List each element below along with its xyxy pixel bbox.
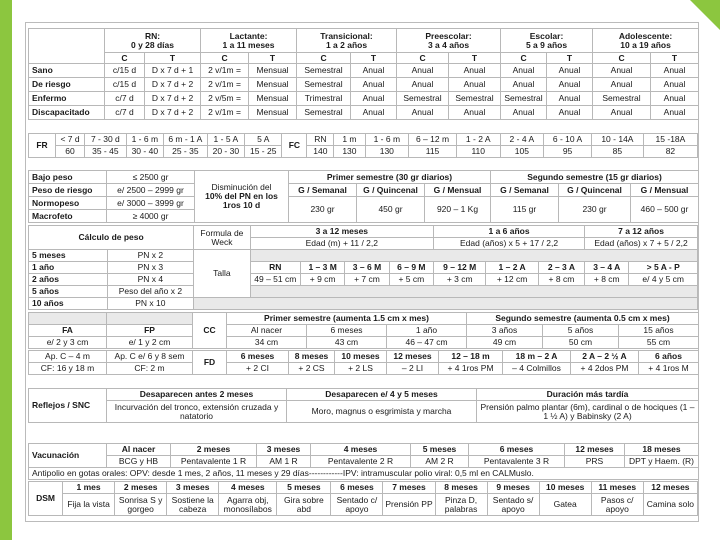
weck-range: 1 a 6 años (434, 226, 585, 238)
cell: Anual (351, 64, 397, 78)
vac-value: Pentavalente 1 R (171, 456, 257, 468)
talla-age: 3 – 6 M (345, 262, 389, 274)
talla-age: 6 – 9 M (389, 262, 433, 274)
peso-value: e/ 2500 – 2999 gr (107, 184, 195, 197)
peso-value: e/ 3000 – 3999 gr (107, 197, 195, 210)
c-header: C (201, 53, 249, 64)
fc-age: RN (307, 134, 334, 146)
peso-gain: 115 gr (491, 197, 559, 223)
calc-title: Cálculo de peso (29, 226, 194, 250)
calc-label: 5 meses (29, 250, 108, 262)
talla-label: Talla (194, 250, 250, 298)
fp-value: e/ 1 y 2 cm (107, 337, 193, 349)
talla-age: 2 – 3 A (538, 262, 584, 274)
fd-age: 18 m – 2 A (503, 351, 571, 363)
c-header: C (397, 53, 449, 64)
table-row (29, 78, 699, 92)
peso-col: G / Semanal (491, 184, 559, 197)
weck-formula: Edad (m) + 11 / 2,2 (250, 238, 433, 250)
fd-value: + 2 CI (227, 363, 289, 375)
talla-age: RN (250, 262, 300, 274)
calc-value: PN x 10 (107, 298, 194, 310)
calc-label: 5 años (29, 286, 108, 298)
vac-value: DPT y Haem. (R) (625, 456, 699, 468)
reflejos-value: Prensión palmo plantar (6m), cardinal o de hociques (1 – 1 ½ A) y Babinsky (2 A) (477, 401, 699, 423)
fc-age: 10 - 14A (591, 134, 643, 146)
cc-age: 15 años (619, 325, 699, 337)
calc-value: Peso del año x 2 (107, 286, 194, 298)
peso-disminucion: Disminución del 10% del PN en los 1ros 10 d (195, 171, 289, 223)
t-header: T (449, 53, 501, 64)
dsm-age: 5 meses (277, 482, 331, 494)
dsm-value: Sonrisa S y gorgeo (115, 494, 167, 516)
t-header: T (651, 53, 699, 64)
cell: Anual (449, 64, 501, 78)
talla-age: 1 – 2 A (486, 262, 538, 274)
fr-value: 60 (56, 146, 85, 158)
cell: Anual (351, 106, 397, 120)
fp-header: FP (107, 325, 193, 337)
dsm-value: Sentado s/ apoyo (487, 494, 539, 516)
cell: c/15 d (105, 78, 145, 92)
dsm-value: Fija la vista (63, 494, 115, 516)
fc-value: 82 (643, 146, 697, 158)
talla-value: + 8 cm (538, 274, 584, 286)
group-header: Transicional: 1 a 2 años (297, 29, 397, 53)
group-header: Escolar: 5 a 9 años (501, 29, 593, 53)
fr-age: 1 - 6 m (126, 134, 163, 146)
cc-age: Al nacer (227, 325, 307, 337)
fd-age: 10 meses (335, 351, 387, 363)
vac-value: BCG y HB (107, 456, 171, 468)
empty-corner (29, 29, 105, 64)
cell: Mensual (249, 78, 297, 92)
spacer (250, 286, 697, 298)
reflejos-value: Moro, magnus o esgrimista y marcha (287, 401, 477, 423)
cell: Anual (501, 106, 547, 120)
fd-age: 6 meses (227, 351, 289, 363)
cell: Anual (351, 92, 397, 106)
fc-age: 1 - 2 A (456, 134, 500, 146)
talla-age: 9 – 12 M (434, 262, 486, 274)
dsm-age: 10 meses (539, 482, 591, 494)
reflejos-value: Incurvación del tronco, extensión cruzada y natatorio (107, 401, 287, 423)
talla-value: + 9 cm (300, 274, 344, 286)
dsm-age: 12 meses (643, 482, 697, 494)
table-row (29, 92, 699, 106)
weck-range: 3 a 12 meses (250, 226, 433, 238)
cell: Anual (651, 78, 699, 92)
fd-age: 12 – 18 m (439, 351, 503, 363)
cell: Anual (547, 78, 593, 92)
cell: Anual (593, 64, 651, 78)
cell: Anual (501, 64, 547, 78)
dentition-table (28, 350, 699, 375)
t-header: T (351, 53, 397, 64)
cell: Semestral (297, 106, 351, 120)
cell: 2 v/1m = (201, 78, 249, 92)
dsm-age: 4 meses (219, 482, 277, 494)
reflejos-header: Duración más tardía (477, 389, 699, 401)
dsm-age: 2 meses (115, 482, 167, 494)
fd-age: 12 meses (387, 351, 439, 363)
vac-age: 5 meses (411, 444, 469, 456)
t-header: T (145, 53, 201, 64)
vac-age: 2 meses (171, 444, 257, 456)
fd-value: + 4 1ros PM (439, 363, 503, 375)
c-header: C (297, 53, 351, 64)
vac-value: Pentavalente 2 R (311, 456, 411, 468)
talla-value: + 7 cm (345, 274, 389, 286)
development-milestones-table (28, 481, 698, 516)
fr-age: < 7 d (56, 134, 85, 146)
fa-value: e/ 2 y 3 cm (29, 337, 107, 349)
dsm-age: 11 meses (591, 482, 643, 494)
weck-formula: Edad (años) x 5 + 17 / 2,2 (434, 238, 585, 250)
weight-calc-table (28, 225, 698, 310)
peso-gain: 450 gr (357, 197, 425, 223)
weight-table (28, 170, 699, 223)
fc-value: 105 (500, 146, 544, 158)
group-header: RN: 0 y 28 días (105, 29, 201, 53)
peso-gain: 920 – 1 Kg (425, 197, 491, 223)
fr-age: 7 - 30 d (85, 134, 127, 146)
calc-label: 2 años (29, 274, 108, 286)
cell: Anual (397, 106, 449, 120)
vac-age: 3 meses (257, 444, 311, 456)
cell: Anual (397, 64, 449, 78)
cell: Semestral (297, 78, 351, 92)
calc-value: PN x 4 (107, 274, 194, 286)
peso-gain: 230 gr (289, 197, 357, 223)
cell: Mensual (249, 92, 297, 106)
green-accent-bar (0, 0, 12, 540)
cc-sem2: Segundo semestre (aumenta 0.5 cm x mes) (467, 313, 699, 325)
fr-value: 35 - 45 (85, 146, 127, 158)
fr-value: 25 - 35 (164, 146, 208, 158)
fd-value: – 4 Colmillos (503, 363, 571, 375)
fr-age: 6 m - 1 A (164, 134, 208, 146)
peso-label: Bajo peso (29, 171, 107, 184)
row-label: Enfermo (29, 92, 105, 106)
fd-value: + 2 LS (335, 363, 387, 375)
fc-label: FC (282, 134, 307, 158)
fd-value: + 2 CS (289, 363, 335, 375)
dsm-value: Gatea (539, 494, 591, 516)
talla-value: e/ 4 y 5 cm (629, 274, 698, 286)
cell: Anual (547, 92, 593, 106)
dsm-label: DSM (29, 482, 63, 516)
cell: Anual (593, 106, 651, 120)
cell: Semestral (297, 64, 351, 78)
talla-value: + 5 cm (389, 274, 433, 286)
table-row (29, 64, 699, 78)
peso-col: G / Mensual (425, 184, 491, 197)
row-label: Discapacitado (29, 106, 105, 120)
vac-age: Al nacer (107, 444, 171, 456)
row-label: De riesgo (29, 78, 105, 92)
dsm-value: Pinza D, palabras (435, 494, 487, 516)
peso-sem1-title: Primer semestre (30 gr diarios) (289, 171, 491, 184)
dsm-age: 1 mes (63, 482, 115, 494)
cell: Anual (651, 92, 699, 106)
cell: Mensual (249, 64, 297, 78)
calc-label: 1 año (29, 262, 108, 274)
peso-sem2-title: Segundo semestre (15 gr diarios) (491, 171, 699, 184)
peso-label: Normopeso (29, 197, 107, 210)
fc-age: 15 -18A (643, 134, 697, 146)
cell: 2 v/5m = (201, 92, 249, 106)
dsm-age: 7 meses (383, 482, 435, 494)
fa-value: CF: 16 y 18 m (29, 363, 107, 375)
reflejos-header: Desaparecen antes 2 meses (107, 389, 287, 401)
cell: Semestral (593, 92, 651, 106)
vaccination-note: Antipolio en gotas orales: OPV: desde 1 mes, 2 años, 11 meses y 29 días------------IPV: intramuscular polio viral: 0,5 ml en CALMuslo. (29, 468, 699, 480)
fd-age: 6 años (639, 351, 699, 363)
peso-label: Macrofeto (29, 210, 107, 223)
cell: 2 v/1m = (201, 64, 249, 78)
fd-value: – 2 LI (387, 363, 439, 375)
peso-gain: 230 gr (559, 197, 631, 223)
t-header: T (249, 53, 297, 64)
vac-value: AM 2 R (411, 456, 469, 468)
weck-label: Formula de Weck (194, 226, 250, 250)
cell: Trimestral (297, 92, 351, 106)
talla-age: 3 – 4 A (585, 262, 629, 274)
row-label: Sano (29, 64, 105, 78)
cell: Semestral (449, 92, 501, 106)
talla-age: 1 – 3 M (300, 262, 344, 274)
talla-value: + 12 cm (486, 274, 538, 286)
peso-label: Peso de riesgo (29, 184, 107, 197)
cc-value: 43 cm (307, 337, 387, 349)
cell: Anual (651, 64, 699, 78)
vaccination-table (28, 443, 699, 480)
cell: Anual (651, 106, 699, 120)
talla-value: + 8 cm (585, 274, 629, 286)
peso-gain: 460 – 500 gr (631, 197, 699, 223)
vac-age: 18 meses (625, 444, 699, 456)
cell: Anual (547, 64, 593, 78)
fc-value: 115 (409, 146, 457, 158)
fd-label: FD (193, 351, 227, 375)
fc-age: 1 m (334, 134, 365, 146)
vac-age: 4 meses (311, 444, 411, 456)
cell: Semestral (397, 92, 449, 106)
talla-value: + 3 cm (434, 274, 486, 286)
cell: Anual (501, 78, 547, 92)
control-frequency-table (28, 28, 699, 120)
dsm-value: Camina solo (643, 494, 697, 516)
cell: c/7 d (105, 106, 145, 120)
cc-age: 6 meses (307, 325, 387, 337)
vacunacion-label: Vacunación (29, 444, 107, 468)
dsm-value: Sostiene la cabeza (167, 494, 219, 516)
fd-age: 2 A – 2 ½ A (571, 351, 639, 363)
talla-value: 49 – 51 cm (250, 274, 300, 286)
fc-value: 85 (591, 146, 643, 158)
fp-value: Ap. C e/ 6 y 8 sem (107, 351, 193, 363)
cell: Anual (547, 106, 593, 120)
cell: c/15 d (105, 64, 145, 78)
table-row (29, 106, 699, 120)
cc-age: 5 años (543, 325, 619, 337)
dsm-age: 3 meses (167, 482, 219, 494)
fc-value: 130 (334, 146, 365, 158)
cell: Anual (449, 106, 501, 120)
reflexes-table (28, 388, 699, 423)
cell: c/7 d (105, 92, 145, 106)
weck-range: 7 a 12 años (585, 226, 698, 238)
vac-value: PRS (565, 456, 625, 468)
vac-age: 12 meses (565, 444, 625, 456)
t-header: T (547, 53, 593, 64)
spacer (29, 313, 107, 325)
spacer (194, 298, 698, 310)
fc-age: 2 - 4 A (500, 134, 544, 146)
cc-sem1: Primer semestre (aumenta 1.5 cm x mes) (227, 313, 467, 325)
peso-value: ≥ 4000 gr (107, 210, 195, 223)
fc-value: 140 (307, 146, 334, 158)
cell: Anual (397, 78, 449, 92)
peso-col: G / Quincenal (357, 184, 425, 197)
cell: Mensual (249, 106, 297, 120)
reflejos-label: Reflejos / SNC (29, 389, 107, 423)
fc-age: 6 - 10 A (544, 134, 592, 146)
fr-value: 20 - 30 (207, 146, 244, 158)
fr-age: 5 A (245, 134, 282, 146)
cc-value: 49 cm (467, 337, 543, 349)
cc-value: 50 cm (543, 337, 619, 349)
peso-col: G / Quincenal (559, 184, 631, 197)
dsm-value: Agarra obj, monosílabos (219, 494, 277, 516)
c-header: C (105, 53, 145, 64)
cell: Semestral (501, 92, 547, 106)
cell: D x 7 d + 2 (145, 92, 201, 106)
dsm-value: Gira sobre abd (277, 494, 331, 516)
cell: D x 7 d + 2 (145, 106, 201, 120)
dsm-age: 8 meses (435, 482, 487, 494)
fr-age: 1 - 5 A (207, 134, 244, 146)
vac-value: Pentavalente 3 R (469, 456, 565, 468)
cell: Anual (351, 78, 397, 92)
peso-col: G / Semanal (289, 184, 357, 197)
fd-value: + 4 2dos PM (571, 363, 639, 375)
c-header: C (501, 53, 547, 64)
dsm-age: 6 meses (331, 482, 383, 494)
fc-age: 6 – 12 m (409, 134, 457, 146)
fc-value: 110 (456, 146, 500, 158)
group-header: Preescolar: 3 a 4 años (397, 29, 501, 53)
peso-value: ≤ 2500 gr (107, 171, 195, 184)
spacer (250, 250, 697, 262)
cell: Anual (449, 78, 501, 92)
vital-signs-table (28, 133, 698, 158)
calc-value: PN x 2 (107, 250, 194, 262)
fc-age: 1 - 6 m (365, 134, 409, 146)
fd-age: 8 meses (289, 351, 335, 363)
fc-value: 130 (365, 146, 409, 158)
cc-label: CC (193, 313, 227, 349)
dsm-value: Sentado c/ apoyo (331, 494, 383, 516)
cc-age: 3 años (467, 325, 543, 337)
fa-header: FA (29, 325, 107, 337)
vac-age: 6 meses (469, 444, 565, 456)
calc-label: 10 años (29, 298, 108, 310)
fr-value: 15 - 25 (245, 146, 282, 158)
fd-value: + 4 1ros M (639, 363, 699, 375)
cc-value: 55 cm (619, 337, 699, 349)
head-circumference-table (28, 312, 699, 349)
vac-value: AM 1 R (257, 456, 311, 468)
cc-age: 1 año (387, 325, 467, 337)
spacer (107, 313, 193, 325)
cc-value: 34 cm (227, 337, 307, 349)
fa-value: Ap. C – 4 m (29, 351, 107, 363)
group-header: Adolescente: 10 a 19 años (593, 29, 699, 53)
dsm-value: Pasos c/ apoyo (591, 494, 643, 516)
cell: 2 v/1m = (201, 106, 249, 120)
dsm-value: Prensión PP (383, 494, 435, 516)
calc-value: PN x 3 (107, 262, 194, 274)
dsm-age: 9 meses (487, 482, 539, 494)
cc-value: 46 – 47 cm (387, 337, 467, 349)
group-header: Lactante: 1 a 11 meses (201, 29, 297, 53)
peso-col: G / Mensual (631, 184, 699, 197)
cell: D x 7 d + 2 (145, 78, 201, 92)
weck-formula: Edad (años) x 7 + 5 / 2,2 (585, 238, 698, 250)
fc-value: 95 (544, 146, 592, 158)
cell: D x 7 d + 1 (145, 64, 201, 78)
cell: Anual (593, 78, 651, 92)
c-header: C (593, 53, 651, 64)
reflejos-header: Desaparecen e/ 4 y 5 meses (287, 389, 477, 401)
talla-age: > 5 A - P (629, 262, 698, 274)
fr-label: FR (29, 134, 56, 158)
fp-value: CF: 2 m (107, 363, 193, 375)
fr-value: 30 - 40 (126, 146, 163, 158)
